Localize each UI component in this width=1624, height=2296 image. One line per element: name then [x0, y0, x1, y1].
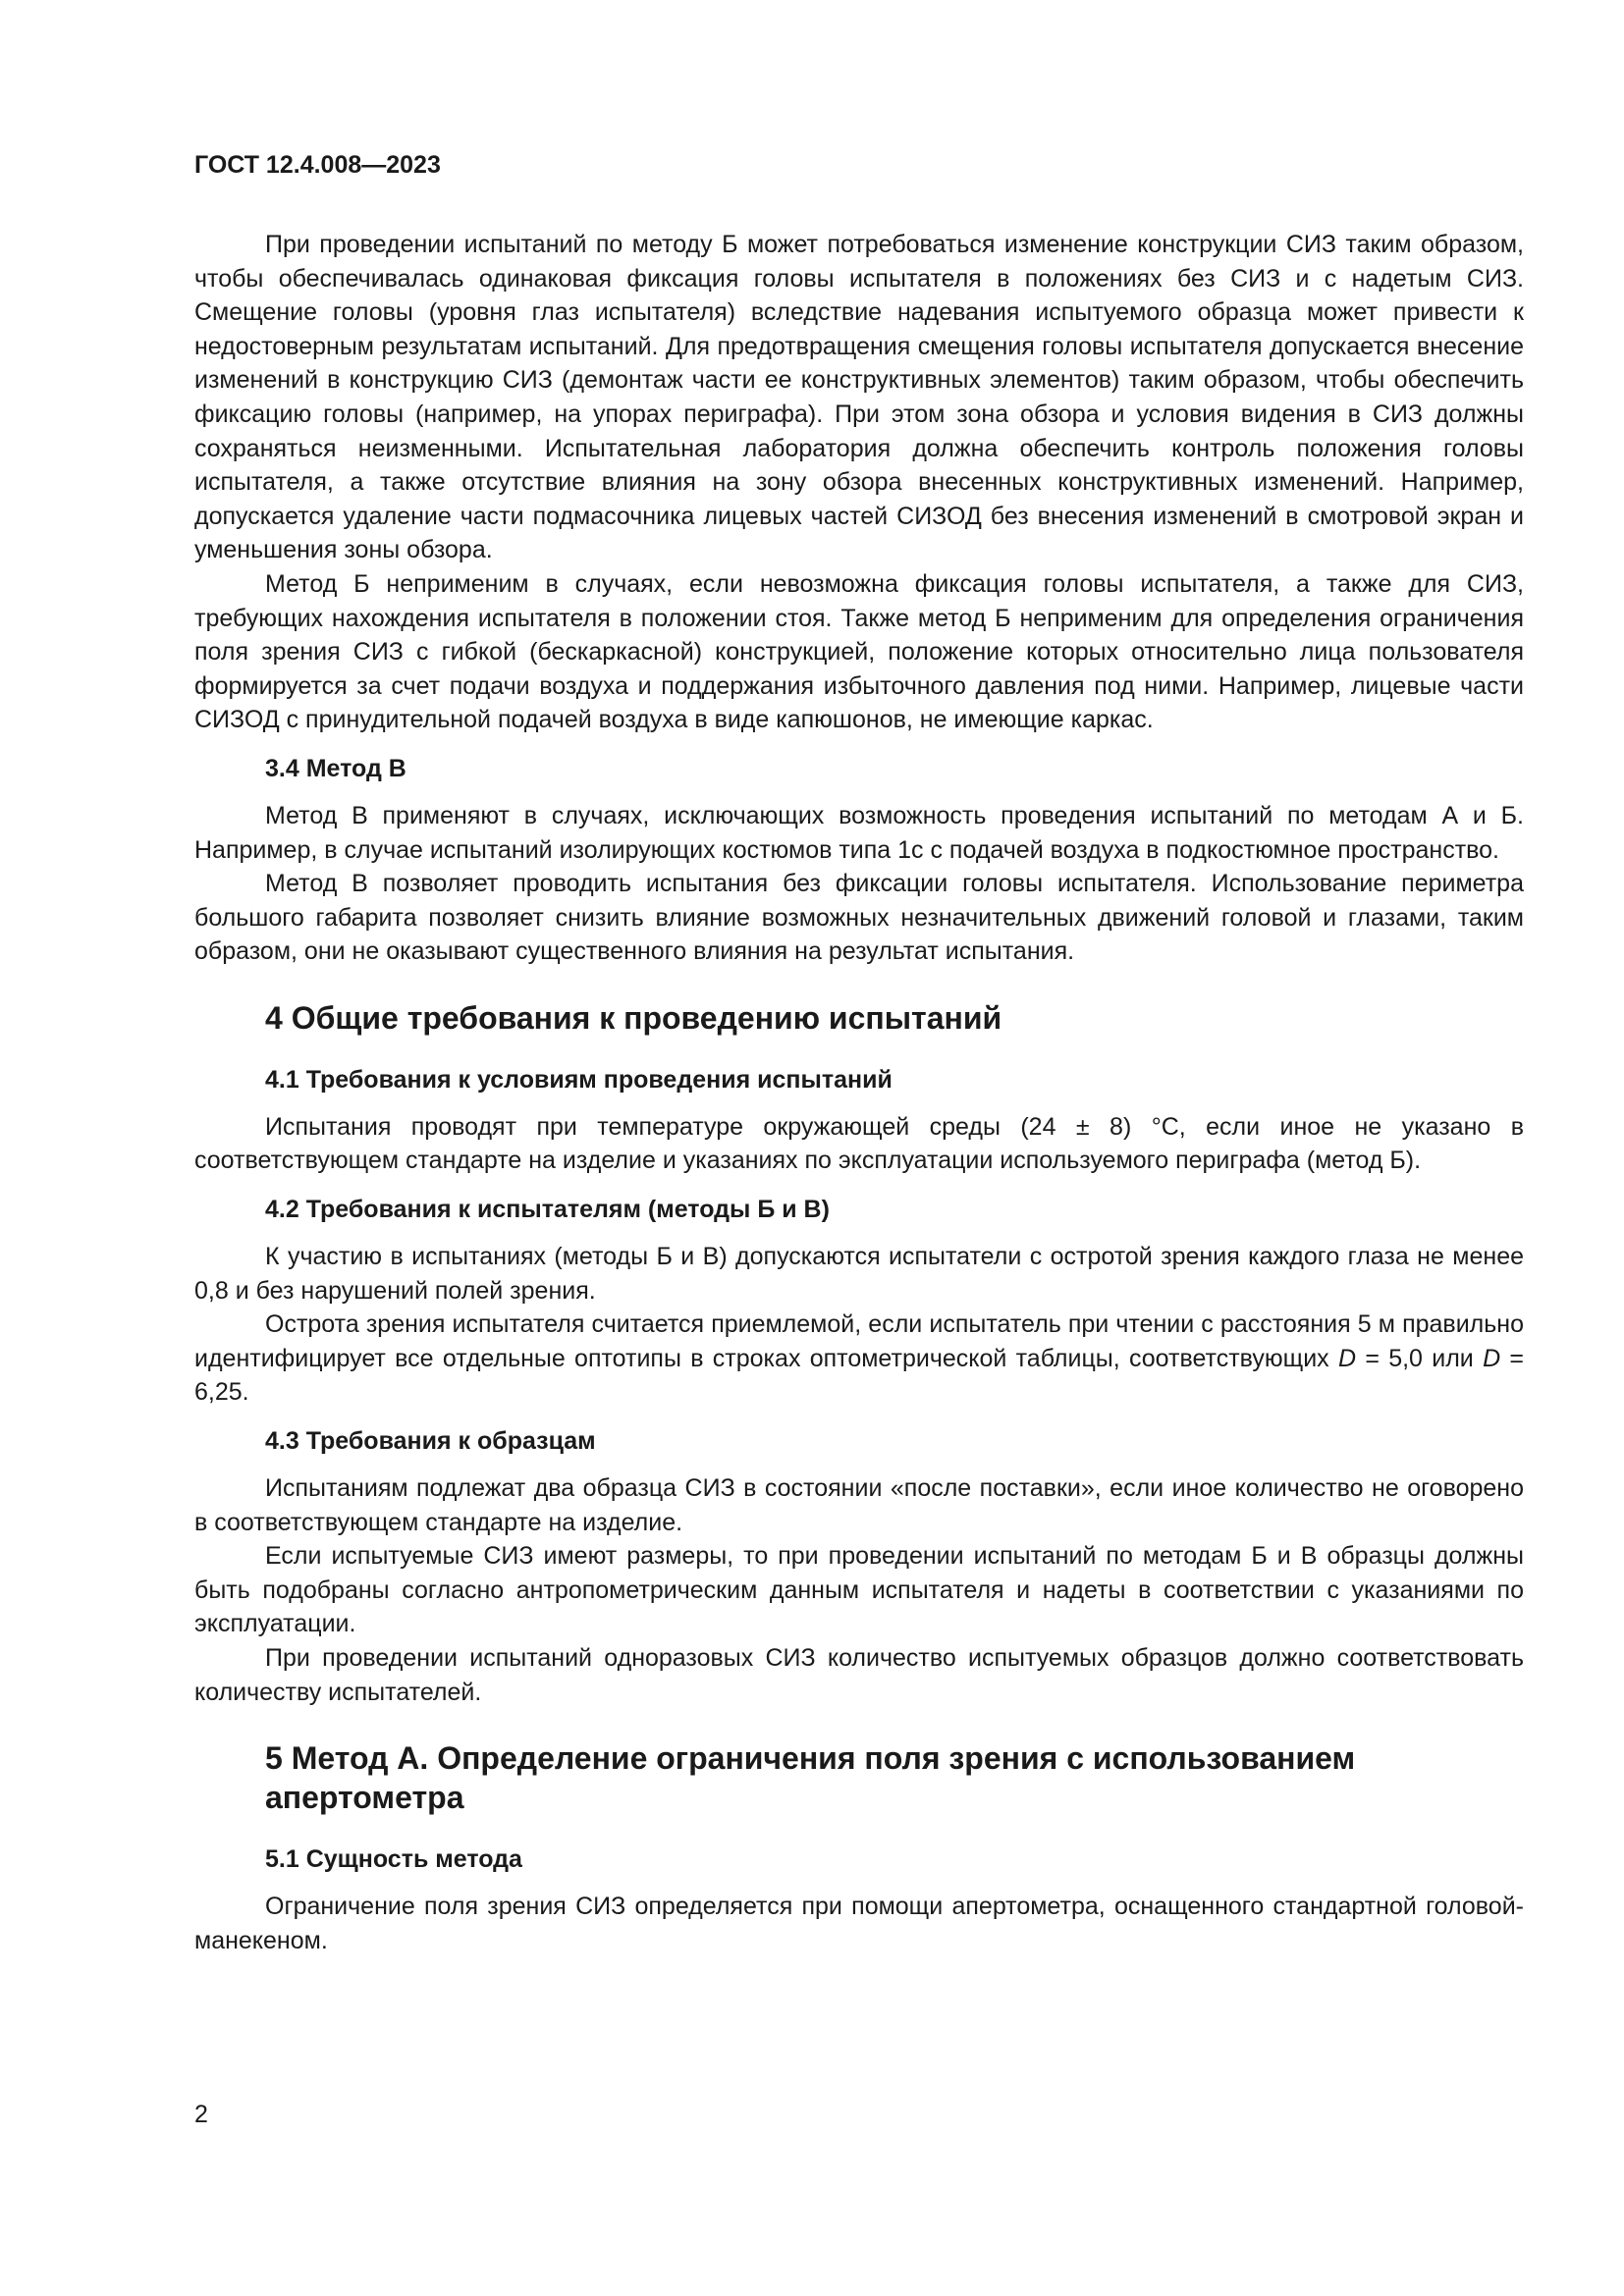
- variable-d: D: [1337, 1344, 1357, 1372]
- paragraph: Испытаниям подлежат два образца СИЗ в состоянии «после поставки», если иное количество не оговорено в соответствующем стандарте на изделие.: [194, 1474, 1524, 1536]
- text-run: = 5,0 или: [1356, 1344, 1484, 1372]
- paragraph: Если испытуемые СИЗ имеют размеры, то при проведении испытаний по методам Б и В образцы должны быть подобраны согласно антропометрическим данным испытателя и надеты в соответствии с указаниями по эксплуатации.: [194, 1542, 1524, 1638]
- paragraph: Испытания проводят при температуре окружающей среды (24 ± 8) °С, если иное не указано в соответствующем стандарте на изделие и указаниях по эксплуатации используемого периграфа (метод Б).: [194, 1112, 1524, 1175]
- document-page: [194, 147, 1524, 1957]
- paragraph: Метод В позволяет проводить испытания без фиксации головы испытателя. Использование периметра большого габарита позволяет снизить влияние возможных незначительных движений головой и глазами, таким образом, они не оказывают существенного влияния на результат испытания.: [194, 870, 1524, 966]
- text-run: = 6,25.: [194, 1344, 1525, 1407]
- paragraph: Метод В применяют в случаях, исключающих возможность проведения испытаний по методам А и Б. Например, в случае испытаний изолирующих костюмов типа 1с с подачей воздуха в подкостюмное пространство.: [194, 801, 1524, 864]
- paragraph: Ограничение поля зрения СИЗ определяется при помощи апертометра, оснащенного стандартной головой-манекеном.: [194, 1893, 1524, 1954]
- page-number: 2: [194, 2101, 208, 2128]
- paragraph: При проведении испытаний по методу Б может потребоваться изменение конструкции СИЗ таким образом, чтобы обеспечивалась одинаковая фиксация головы испытателя в положениях без СИЗ и с надетым СИЗ. Смещение головы (уровня глаз испытателя) вследствие надевания испытуемого образца может привести к недостоверным результатам испытаний. Для предотвращения смещения головы испытателя допускается внесение изменений в конструкцию СИЗ (демонтаж части ее конструктивных элементов) таким образом, чтобы обеспечить фиксацию головы (например, на упорах периграфа). При этом зона обзора и условия видения в СИЗ должны сохраняться неизменными. Испытательная лаборатория должна обеспечить контроль положения головы испытателя, а также отсутствие влияния на зону обзора внесенных конструктивных изменений. Например, допускается удаление части подмасочника лицевых частей СИЗОД без внесения изменений в смотровой экран и уменьшения зоны обзора.: [194, 231, 1524, 564]
- subsection-heading: 3.4 Метод В: [265, 754, 406, 782]
- subsection-heading: 5.1 Сущность метода: [265, 1845, 522, 1874]
- subsection-heading: 4.2 Требования к испытателям (методы Б и В): [265, 1196, 830, 1224]
- subsection-heading: 4.1 Требования к условиям проведения испытаний: [265, 1065, 893, 1094]
- paragraph: При проведении испытаний одноразовых СИЗ количество испытуемых образцов должно соответствовать количеству испытателей.: [194, 1644, 1524, 1706]
- paragraph-visual-acuity: [194, 1308, 1524, 1410]
- text-run: Острота зрения испытателя считается приемлемой, если испытатель при чтении с расстояния 5 м правильно идентифицирует все отдельные оптотипы в строках оптометрической таблицы, соответствующих: [194, 1310, 1524, 1372]
- subsection-heading: 4.3 Требования к образцам: [265, 1427, 596, 1456]
- section-heading: 4 Общие требования к проведению испытаний: [265, 999, 1002, 1036]
- paragraph: Метод Б неприменим в случаях, если невозможна фиксация головы испытателя, а также для СИЗ, требующих нахождения испытателя в положении стоя. Также метод Б неприменим для определения ограничения поля зрения СИЗ с гибкой (бескаркасной) конструкцией, положение которых относительно лица пользователя формируется за счет подачи воздуха и поддержания избыточного давления под ними. Например, лицевые части СИЗОД с принудительной подачей воздуха в виде капюшонов, не имеющие каркас.: [194, 569, 1524, 734]
- paragraph: К участию в испытаниях (методы Б и В) допускаются испытатели с остротой зрения каждого глаза не менее 0,8 и без нарушений полей зрения.: [194, 1243, 1524, 1305]
- section-heading: 5 Метод А. Определение ограничения поля зрения с использованием апертометра: [265, 1740, 1356, 1816]
- document-header: ГОСТ 12.4.008—2023: [194, 151, 441, 179]
- variable-d: D: [1483, 1344, 1501, 1372]
